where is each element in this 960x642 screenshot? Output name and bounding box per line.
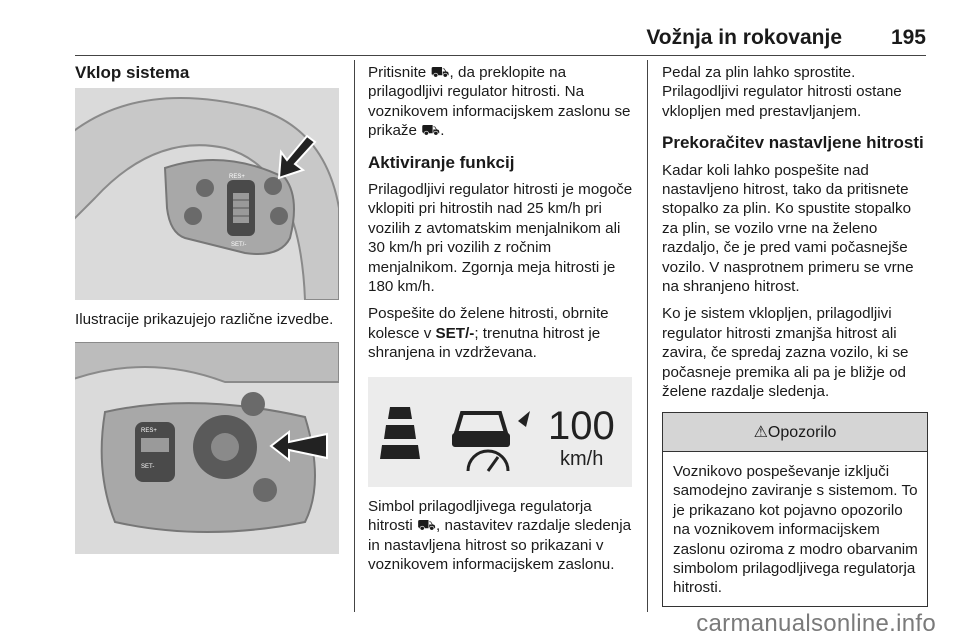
display-unit: km/h [560, 447, 604, 470]
distance-bar-icon [388, 407, 412, 419]
right-column [662, 63, 928, 607]
left-column [75, 63, 341, 554]
paragraph-braking: Ko je sistem vklopljen, prilagodljivi regulator hitrosti zmanjša hitrost ali zavira, če spredaj zazna vozilo, ki se počasneje premika ali pa je bližje od želene razdalje sledenja. [662, 305, 909, 401]
display-speed: 100 [548, 403, 615, 448]
res-label-fig2: RES+ [141, 427, 157, 434]
steering-wheel-figure-2 [75, 342, 339, 554]
paragraph-pedal: Pedal za plin lahko sprostite. Prilagodljivi regulator hitrosti ostane vklopljen med prestavljanjem. [662, 64, 902, 120]
steering-wheel-figure-1 [75, 88, 339, 300]
section-heading-functions: Aktiviranje funkcij [368, 152, 515, 172]
steering-wheel-illustration-2 [75, 342, 339, 554]
warning-title: Opozorilo [767, 423, 837, 441]
driver-display-illustration [368, 377, 632, 487]
warning-header [663, 413, 927, 452]
column-divider-right [647, 60, 648, 612]
page-number: 195 [890, 26, 926, 49]
warning-triangle-icon: ⚠ [753, 421, 768, 441]
paragraph-speed-range: Prilagodljivi regulator hitrosti je mogoče vklopiti pri hitrostih nad 25 km/h pri vozilih z avtomatskim menjalnikom ali 30 km/h pri vozilih z ročnim menjalnikom. Zgornja meja hitrosti je 180 km/h. [368, 181, 633, 296]
header-divider [75, 55, 926, 56]
section-heading-overspeed: Prekoračitev nastavljene hitrosti [662, 133, 924, 153]
paragraph-switch: Pritisnite ⛟, da preklopite na prilagodljivi regulator hitrosti. Na voznikovem informacijskem zaslonu se prikaže ⛟. [368, 64, 631, 140]
chapter-title: Vožnja in rokovanje [646, 26, 842, 49]
set-label-fig2: SET- [141, 463, 155, 470]
res-label-fig1: RES+ [229, 174, 245, 181]
column-divider-left [354, 60, 355, 612]
paragraph-symbol: Simbol prilagodljivega regulatorja hitrosti ⛟, nastavitev razdalje sledenja in nastavljena hitrost so prikazani v voznikovem informacijskem zaslonu. [368, 497, 632, 573]
paragraph-set-speed [368, 304, 634, 362]
section-heading-activation: Vklop sistema [75, 63, 190, 82]
set-text-c: ; trenutna hitrost je shranjena in vzdrževana. [368, 324, 601, 362]
watermark: carmanualsonline.info [696, 610, 936, 637]
steering-wheel-illustration-1 [75, 88, 339, 300]
set-text-a: Pospešite do želene hitrosti, obrnite kolesce v [368, 305, 609, 342]
paragraph-accelerate: Kadar koli lahko pospešite nad nastavljeno hitrost, tako da pritisnete stopalko za plin. Ko spustite stopalko za plin, se vozilo vrne na želeno razdaljo, če je pred vami počasnejše vozilo. V nasprotnem primeru se vrne na shranjeno hitrost. [662, 161, 914, 296]
warning-box [662, 412, 928, 607]
driver-display-figure [368, 377, 632, 487]
set-label-fig1: SET/- [231, 242, 247, 249]
middle-column [368, 63, 634, 582]
warning-text: Voznikovo pospeševanje izključi samodejno zaviranje s sistemom. To je prikazano kot pojavno opozorilo na voznikovem informacijskem zaslonu oziroma z modro obarvanim simbolom prilagodljivega regulatorja hitrosti. [673, 462, 918, 597]
set-key-label: SET/- [435, 324, 475, 342]
figure-caption: Ilustracije prikazujejo različne izvedbe. [75, 311, 334, 329]
